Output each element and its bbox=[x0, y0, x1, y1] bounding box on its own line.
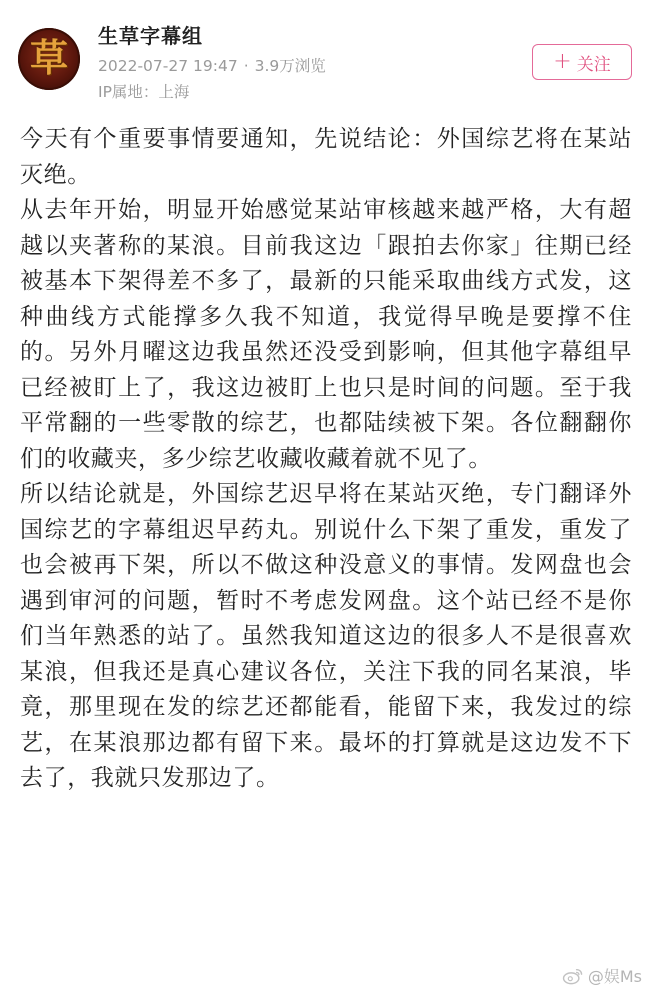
post-paragraph: 所以结论就是，外国综艺迟早将在某站灭绝，专门翻译外国综艺的字幕组迟早药丸。别说什么下架了重发，重发了也会被再下架，所以不做这种没意义的事情。发网盘也会遇到审河的问题，暂时不考虑发网盘。这个站已经不是你们当年熟悉的站了。虽然我知道这边的很多人不是很喜欢某浪，但我还是真心建议各位，关注下我的同名某浪，毕竟，那里现在发的综艺还都能看，能留下来，我发过的综艺，在某浪那边都有留下来。最坏的打算就是这边发不下去了，我就只发那边了。 bbox=[20, 481, 632, 791]
follow-button-label: 关注 bbox=[576, 54, 611, 75]
post-paragraph: 今天有个重要事情要通知，先说结论：外国综艺将在某站灭绝。 bbox=[20, 126, 632, 188]
meta-separator: · bbox=[243, 57, 249, 75]
avatar-logo: 草 bbox=[29, 35, 68, 80]
post-paragraph: 从去年开始，明显开始感觉某站审核越来越严格，大有超越以夹著称的某浪。目前我这边「跟拍去你家」往期已经被基本下架得差不多了，最新的只能采取曲线方式发，这种曲线方式能撑多久我不知道，我觉得早晚是要撑不住的。另外月曜这边我虽然还没受到影响，但其他字幕组早已经被盯上了，我这边被盯上也只是时间的问题。至于我平常翻的一些零散的综艺，也都陆续被下架。各位翻翻你们的收藏夹，多少综艺收藏收藏着就不见了。 bbox=[20, 197, 632, 472]
post-date: 2022-07-27 19:47 bbox=[98, 57, 238, 75]
follow-button[interactable] bbox=[532, 44, 632, 80]
watermark bbox=[562, 964, 642, 987]
view-count: 3.9万浏览 bbox=[254, 57, 326, 75]
weibo-icon bbox=[562, 967, 584, 985]
ip-location: IP属地：上海 bbox=[98, 83, 190, 101]
watermark-text: @娱Ms bbox=[587, 967, 642, 986]
post-body bbox=[20, 122, 632, 797]
author-name[interactable]: 生草字幕组 bbox=[98, 24, 203, 48]
post-meta bbox=[98, 54, 326, 76]
avatar[interactable] bbox=[18, 28, 80, 90]
plus-icon: + bbox=[553, 49, 572, 74]
post-header bbox=[0, 0, 650, 110]
